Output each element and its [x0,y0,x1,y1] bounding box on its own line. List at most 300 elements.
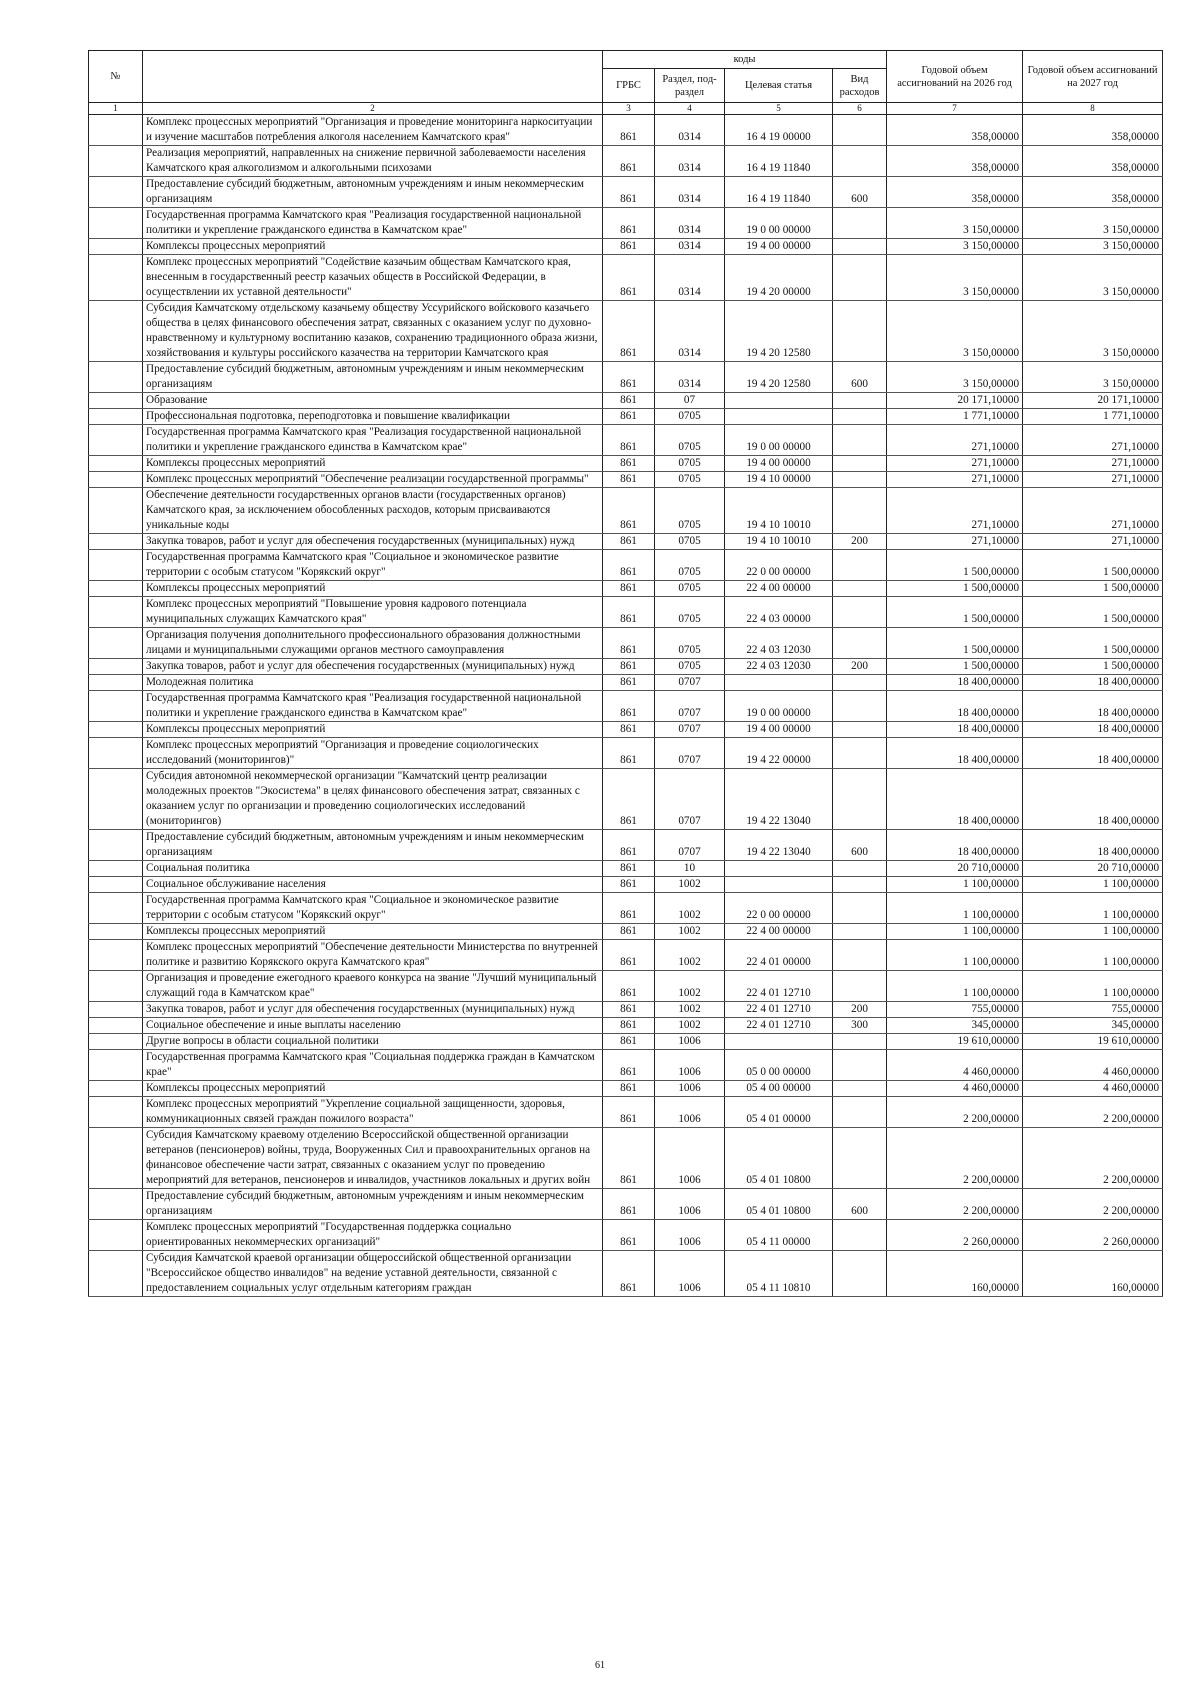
row-volume-2027: 1 500,00000 [1023,550,1163,581]
row-volume-2026: 20 710,00000 [887,861,1023,877]
row-name: Комплексы процессных мероприятий [143,722,603,738]
row-expense-kind [833,1220,887,1251]
row-number-cell [89,425,143,456]
row-volume-2027: 271,10000 [1023,534,1163,550]
row-grbs: 861 [603,1018,655,1034]
row-number-cell [89,488,143,534]
row-expense-kind [833,115,887,146]
row-name: Социальное обслуживание населения [143,877,603,893]
row-grbs: 861 [603,146,655,177]
row-volume-2026: 18 400,00000 [887,691,1023,722]
row-expense-kind [833,456,887,472]
row-target-article: 22 4 03 12030 [725,628,833,659]
header-name [143,51,603,103]
row-target-article: 22 0 00 00000 [725,893,833,924]
row-target-article: 16 4 19 00000 [725,115,833,146]
row-number-cell [89,255,143,301]
header-col-number: 8 [1023,103,1163,115]
row-volume-2026: 4 460,00000 [887,1081,1023,1097]
row-section: 1006 [655,1050,725,1081]
row-section: 0705 [655,456,725,472]
row-expense-kind: 200 [833,1002,887,1018]
row-number-cell [89,738,143,769]
row-volume-2026: 4 460,00000 [887,1050,1023,1081]
row-section: 0705 [655,425,725,456]
row-number-cell [89,1097,143,1128]
row-grbs: 861 [603,628,655,659]
row-grbs: 861 [603,597,655,628]
row-expense-kind [833,550,887,581]
row-number-cell [89,393,143,409]
row-grbs: 861 [603,362,655,393]
row-target-article: 22 4 01 00000 [725,940,833,971]
row-grbs: 861 [603,255,655,301]
row-grbs: 861 [603,208,655,239]
row-grbs: 861 [603,1220,655,1251]
row-grbs: 861 [603,1034,655,1050]
row-grbs: 861 [603,675,655,691]
row-number-cell [89,1002,143,1018]
row-grbs: 861 [603,1251,655,1297]
row-volume-2027: 160,00000 [1023,1251,1163,1297]
header-section: Раздел, под-раздел [655,69,725,103]
row-grbs: 861 [603,659,655,675]
row-target-article: 22 4 00 00000 [725,581,833,597]
table-row [89,115,1163,146]
table-row [89,208,1163,239]
row-name: Государственная программа Камчатского края "Реализация государственной национальной политики и укрепление гражданского единства в Камчатском крае" [143,208,603,239]
budget-allocation-table [88,50,1163,1297]
row-volume-2027: 358,00000 [1023,177,1163,208]
row-target-article: 19 4 00 00000 [725,456,833,472]
row-expense-kind [833,940,887,971]
row-grbs: 861 [603,550,655,581]
row-name: Предоставление субсидий бюджетным, автономным учреждениям и иным некоммерческим организациям [143,362,603,393]
row-number-cell [89,924,143,940]
row-expense-kind: 300 [833,1018,887,1034]
row-volume-2026: 2 260,00000 [887,1220,1023,1251]
row-expense-kind [833,581,887,597]
row-section: 1002 [655,1018,725,1034]
header-volume-2026: Годовой объем ассигнований на 2026 год [887,51,1023,103]
row-volume-2026: 271,10000 [887,534,1023,550]
row-volume-2027: 2 200,00000 [1023,1097,1163,1128]
row-name: Субсидия Камчатскому отдельскому казачьему обществу Уссурийского войскового казачьего общества в целях финансового обеспечения затрат, связанных с оказанием услуг по духовно-нравственному и культурному воспитанию казаков, сохранению традиционного образа жизни, хозяйствования и культуры российского казачества на территории Камчатского края [143,301,603,362]
row-volume-2026: 1 100,00000 [887,877,1023,893]
row-volume-2026: 3 150,00000 [887,362,1023,393]
row-name: Закупка товаров, работ и услуг для обеспечения государственных (муниципальных) нужд [143,534,603,550]
row-volume-2026: 18 400,00000 [887,722,1023,738]
row-volume-2027: 1 500,00000 [1023,597,1163,628]
row-section: 0314 [655,177,725,208]
row-target-article [725,393,833,409]
row-section: 1002 [655,924,725,940]
row-name: Комплекс процессных мероприятий "Организация и проведение мониторинга наркоситуации и изучение масштабов потребления алкоголя населением Камчатского края" [143,115,603,146]
row-number-cell [89,971,143,1002]
row-target-article [725,675,833,691]
row-grbs: 861 [603,861,655,877]
row-section: 0707 [655,738,725,769]
row-name: Комплекс процессных мероприятий "Обеспечение реализации государственной программы" [143,472,603,488]
row-name: Комплексы процессных мероприятий [143,924,603,940]
row-expense-kind [833,409,887,425]
table-row [89,893,1163,924]
row-target-article: 19 4 10 00000 [725,472,833,488]
row-volume-2027: 3 150,00000 [1023,301,1163,362]
row-name: Профессиональная подготовка, переподготовка и повышение квалификации [143,409,603,425]
row-number-cell [89,659,143,675]
row-expense-kind [833,769,887,830]
row-volume-2027: 3 150,00000 [1023,255,1163,301]
row-number-cell [89,456,143,472]
row-expense-kind [833,628,887,659]
row-target-article: 22 4 00 00000 [725,924,833,940]
table-row [89,1097,1163,1128]
row-grbs: 861 [603,738,655,769]
row-volume-2027: 271,10000 [1023,488,1163,534]
table-row [89,472,1163,488]
row-number-cell [89,893,143,924]
row-volume-2026: 1 500,00000 [887,550,1023,581]
table-body [89,115,1163,1297]
row-volume-2027: 18 400,00000 [1023,830,1163,861]
row-number-cell [89,146,143,177]
row-target-article: 19 4 22 00000 [725,738,833,769]
row-target-article: 19 0 00 00000 [725,425,833,456]
header-grbs: ГРБС [603,69,655,103]
row-volume-2026: 1 500,00000 [887,659,1023,675]
header-volume-2027: Годовой объем ассигнований на 2027 год [1023,51,1163,103]
row-name: Государственная программа Камчатского края "Реализация государственной национальной политики и укрепление гражданского единства в Камчатском крае" [143,691,603,722]
row-expense-kind [833,301,887,362]
row-expense-kind [833,1128,887,1189]
row-name: Государственная программа Камчатского края "Реализация государственной национальной политики и укрепление гражданского единства в Камчатском крае" [143,425,603,456]
row-section: 0314 [655,255,725,301]
row-volume-2026: 3 150,00000 [887,239,1023,255]
row-volume-2027: 1 500,00000 [1023,581,1163,597]
row-volume-2027: 755,00000 [1023,1002,1163,1018]
header-col-number: 7 [887,103,1023,115]
row-volume-2027: 19 610,00000 [1023,1034,1163,1050]
row-expense-kind [833,1034,887,1050]
row-grbs: 861 [603,1128,655,1189]
row-number-cell [89,534,143,550]
row-number-cell [89,722,143,738]
table-row [89,1050,1163,1081]
row-name: Государственная программа Камчатского края "Социальное и экономическое развитие территории с особым статусом "Корякский округ" [143,893,603,924]
row-volume-2027: 20 171,10000 [1023,393,1163,409]
table-row [89,722,1163,738]
header-target-article: Целевая статья [725,69,833,103]
row-grbs: 861 [603,971,655,1002]
row-expense-kind [833,597,887,628]
row-target-article: 22 4 01 12710 [725,971,833,1002]
header-col-number: 5 [725,103,833,115]
row-name: Комплексы процессных мероприятий [143,581,603,597]
row-grbs: 861 [603,893,655,924]
table-row [89,1128,1163,1189]
row-section: 0705 [655,628,725,659]
row-volume-2026: 3 150,00000 [887,301,1023,362]
table-row [89,301,1163,362]
row-volume-2027: 1 100,00000 [1023,893,1163,924]
row-section: 0707 [655,675,725,691]
row-volume-2027: 1 771,10000 [1023,409,1163,425]
row-expense-kind: 600 [833,177,887,208]
row-expense-kind [833,1097,887,1128]
row-volume-2026: 18 400,00000 [887,769,1023,830]
row-volume-2026: 18 400,00000 [887,830,1023,861]
row-grbs: 861 [603,393,655,409]
row-volume-2027: 18 400,00000 [1023,722,1163,738]
row-volume-2027: 20 710,00000 [1023,861,1163,877]
row-grbs: 861 [603,177,655,208]
row-grbs: 861 [603,1097,655,1128]
row-section: 0314 [655,146,725,177]
row-target-article: 05 4 01 10800 [725,1128,833,1189]
row-volume-2027: 3 150,00000 [1023,362,1163,393]
row-section: 1006 [655,1097,725,1128]
row-name: Обеспечение деятельности государственных органов власти (государственных органов) Камчатского края, за исключением обособленных расходов, которым присваиваются уникальные коды [143,488,603,534]
row-target-article: 19 0 00 00000 [725,208,833,239]
table-row [89,1189,1163,1220]
row-expense-kind [833,472,887,488]
row-volume-2026: 19 610,00000 [887,1034,1023,1050]
header-col-number: 4 [655,103,725,115]
row-volume-2027: 1 100,00000 [1023,940,1163,971]
row-grbs: 861 [603,456,655,472]
row-volume-2027: 4 460,00000 [1023,1081,1163,1097]
header-expense-kind: Вид расходов [833,69,887,103]
table-row [89,177,1163,208]
row-target-article: 16 4 19 11840 [725,146,833,177]
table-row [89,1034,1163,1050]
table-row [89,1081,1163,1097]
row-target-article [725,409,833,425]
table-row [89,861,1163,877]
row-volume-2026: 1 100,00000 [887,940,1023,971]
row-section: 0705 [655,488,725,534]
table-row [89,362,1163,393]
row-section: 1006 [655,1189,725,1220]
row-number-cell [89,1034,143,1050]
row-number-cell [89,362,143,393]
row-name: Организация и проведение ежегодного краевого конкурса на звание "Лучший муниципальный служащий года в Камчатском крае" [143,971,603,1002]
row-target-article: 22 4 03 00000 [725,597,833,628]
row-number-cell [89,1189,143,1220]
row-expense-kind [833,488,887,534]
table-row [89,738,1163,769]
row-volume-2026: 271,10000 [887,472,1023,488]
table-row [89,534,1163,550]
row-section: 0314 [655,208,725,239]
row-expense-kind [833,1251,887,1297]
row-volume-2026: 3 150,00000 [887,208,1023,239]
row-section: 1002 [655,877,725,893]
row-volume-2026: 1 100,00000 [887,924,1023,940]
table-row [89,1018,1163,1034]
row-volume-2027: 345,00000 [1023,1018,1163,1034]
table-row [89,425,1163,456]
row-number-cell [89,597,143,628]
row-section: 1002 [655,1002,725,1018]
row-volume-2026: 271,10000 [887,425,1023,456]
row-number-cell [89,177,143,208]
row-section: 1002 [655,940,725,971]
row-target-article: 19 4 10 10010 [725,488,833,534]
table-row [89,877,1163,893]
row-grbs: 861 [603,877,655,893]
row-name: Комплекс процессных мероприятий "Укрепление социальной защищенности, здоровья, коммуникационных связей граждан пожилого возраста" [143,1097,603,1128]
row-volume-2027: 3 150,00000 [1023,208,1163,239]
row-section: 0705 [655,409,725,425]
row-volume-2027: 2 200,00000 [1023,1189,1163,1220]
row-volume-2026: 1 500,00000 [887,628,1023,659]
row-expense-kind [833,971,887,1002]
row-expense-kind: 600 [833,1189,887,1220]
row-section: 0314 [655,362,725,393]
row-section: 1006 [655,1251,725,1297]
row-grbs: 861 [603,301,655,362]
row-grbs: 861 [603,239,655,255]
table-row [89,830,1163,861]
table-header [89,51,1163,115]
header-col-number: 1 [89,103,143,115]
row-grbs: 861 [603,1002,655,1018]
row-section: 07 [655,393,725,409]
row-expense-kind: 600 [833,830,887,861]
row-name: Социальное обеспечение и иные выплаты населению [143,1018,603,1034]
row-grbs: 861 [603,425,655,456]
table-row [89,1002,1163,1018]
row-volume-2027: 18 400,00000 [1023,769,1163,830]
row-name: Субсидия автономной некоммерческой организации "Камчатский центр реализации молодежных проектов "Экосистема" в целях финансового обеспечения затрат, связанных с оказанием услуг по организации и проведению социологических исследований (мониторингов) [143,769,603,830]
row-number-cell [89,115,143,146]
row-number-cell [89,550,143,581]
row-volume-2026: 358,00000 [887,115,1023,146]
row-number-cell [89,675,143,691]
row-grbs: 861 [603,691,655,722]
row-volume-2026: 20 171,10000 [887,393,1023,409]
row-volume-2027: 4 460,00000 [1023,1050,1163,1081]
row-expense-kind [833,255,887,301]
budget-table-sheet [88,50,1162,1297]
row-expense-kind [833,738,887,769]
table-row [89,769,1163,830]
row-number-cell [89,1018,143,1034]
row-name: Закупка товаров, работ и услуг для обеспечения государственных (муниципальных) нужд [143,1002,603,1018]
row-section: 0705 [655,550,725,581]
row-volume-2027: 3 150,00000 [1023,239,1163,255]
row-volume-2027: 2 200,00000 [1023,1128,1163,1189]
row-section: 0707 [655,769,725,830]
row-name: Реализация мероприятий, направленных на снижение первичной заболеваемости населения Камчатского края алкоголизмом и алкогольными психозами [143,146,603,177]
row-volume-2026: 755,00000 [887,1002,1023,1018]
row-target-article [725,861,833,877]
row-volume-2027: 271,10000 [1023,456,1163,472]
row-volume-2027: 1 500,00000 [1023,628,1163,659]
row-name: Субсидия Камчатскому краевому отделению Всероссийской общественной организации ветеранов (пенсионеров) войны, труда, Вооруженных Сил и правоохранительных органов на финансовое обеспечение части затрат, связанных с оказанием услуг по проведению мероприятий для ветеранов, пенсионеров и инвалидов, участников локальных и других войн [143,1128,603,1189]
row-name: Государственная программа Камчатского края "Социальное и экономическое развитие территории с особым статусом "Корякский округ" [143,550,603,581]
row-section: 0705 [655,581,725,597]
row-target-article: 19 4 20 00000 [725,255,833,301]
row-grbs: 861 [603,1189,655,1220]
row-expense-kind [833,675,887,691]
row-volume-2026: 1 100,00000 [887,893,1023,924]
table-row [89,659,1163,675]
row-number-cell [89,301,143,362]
row-name: Предоставление субсидий бюджетным, автономным учреждениям и иным некоммерческим организациям [143,1189,603,1220]
row-target-article: 22 0 00 00000 [725,550,833,581]
table-row [89,1251,1163,1297]
row-name: Комплекс процессных мероприятий "Обеспечение деятельности Министерства по внутренней политике и развитию Корякского округа Камчатского края" [143,940,603,971]
row-target-article: 05 4 01 10800 [725,1189,833,1220]
row-number-cell [89,628,143,659]
row-volume-2026: 1 500,00000 [887,581,1023,597]
header-number: № [89,51,143,103]
row-volume-2026: 2 200,00000 [887,1189,1023,1220]
row-section: 1006 [655,1220,725,1251]
row-number-cell [89,691,143,722]
row-target-article: 19 4 00 00000 [725,239,833,255]
table-row [89,675,1163,691]
row-target-article: 19 4 20 12580 [725,362,833,393]
row-section: 1002 [655,893,725,924]
row-section: 1002 [655,971,725,1002]
row-name: Комплексы процессных мероприятий [143,1081,603,1097]
table-row [89,597,1163,628]
row-grbs: 861 [603,722,655,738]
row-section: 0705 [655,597,725,628]
row-number-cell [89,1251,143,1297]
row-expense-kind [833,146,887,177]
row-name: Организация получения дополнительного профессионального образования должностными лицами и муниципальными служащими органов местного самоуправления [143,628,603,659]
row-volume-2027: 271,10000 [1023,425,1163,456]
row-section: 0314 [655,301,725,362]
row-name: Государственная программа Камчатского края "Социальная поддержка граждан в Камчатском крае" [143,1050,603,1081]
row-name: Предоставление субсидий бюджетным, автономным учреждениям и иным некоммерческим организациям [143,177,603,208]
row-number-cell [89,1081,143,1097]
row-section: 1006 [655,1081,725,1097]
row-name: Комплекс процессных мероприятий "Государственная поддержка социально ориентированных некоммерческих организаций" [143,1220,603,1251]
row-target-article: 19 4 22 13040 [725,769,833,830]
row-target-article: 22 4 01 12710 [725,1002,833,1018]
row-target-article: 05 4 01 00000 [725,1097,833,1128]
row-target-article [725,877,833,893]
row-volume-2027: 18 400,00000 [1023,738,1163,769]
row-volume-2027: 1 100,00000 [1023,924,1163,940]
row-expense-kind [833,861,887,877]
row-target-article: 05 4 00 00000 [725,1081,833,1097]
row-volume-2026: 160,00000 [887,1251,1023,1297]
row-volume-2026: 1 500,00000 [887,597,1023,628]
row-target-article: 19 4 10 10010 [725,534,833,550]
row-expense-kind [833,1081,887,1097]
row-expense-kind [833,691,887,722]
row-name: Социальная политика [143,861,603,877]
row-target-article: 05 4 11 10810 [725,1251,833,1297]
row-volume-2027: 18 400,00000 [1023,691,1163,722]
row-volume-2027: 1 100,00000 [1023,877,1163,893]
row-section: 10 [655,861,725,877]
row-volume-2026: 3 150,00000 [887,255,1023,301]
row-volume-2026: 358,00000 [887,146,1023,177]
row-volume-2026: 18 400,00000 [887,675,1023,691]
row-number-cell [89,409,143,425]
row-volume-2027: 1 500,00000 [1023,659,1163,675]
table-row [89,488,1163,534]
row-volume-2026: 1 771,10000 [887,409,1023,425]
